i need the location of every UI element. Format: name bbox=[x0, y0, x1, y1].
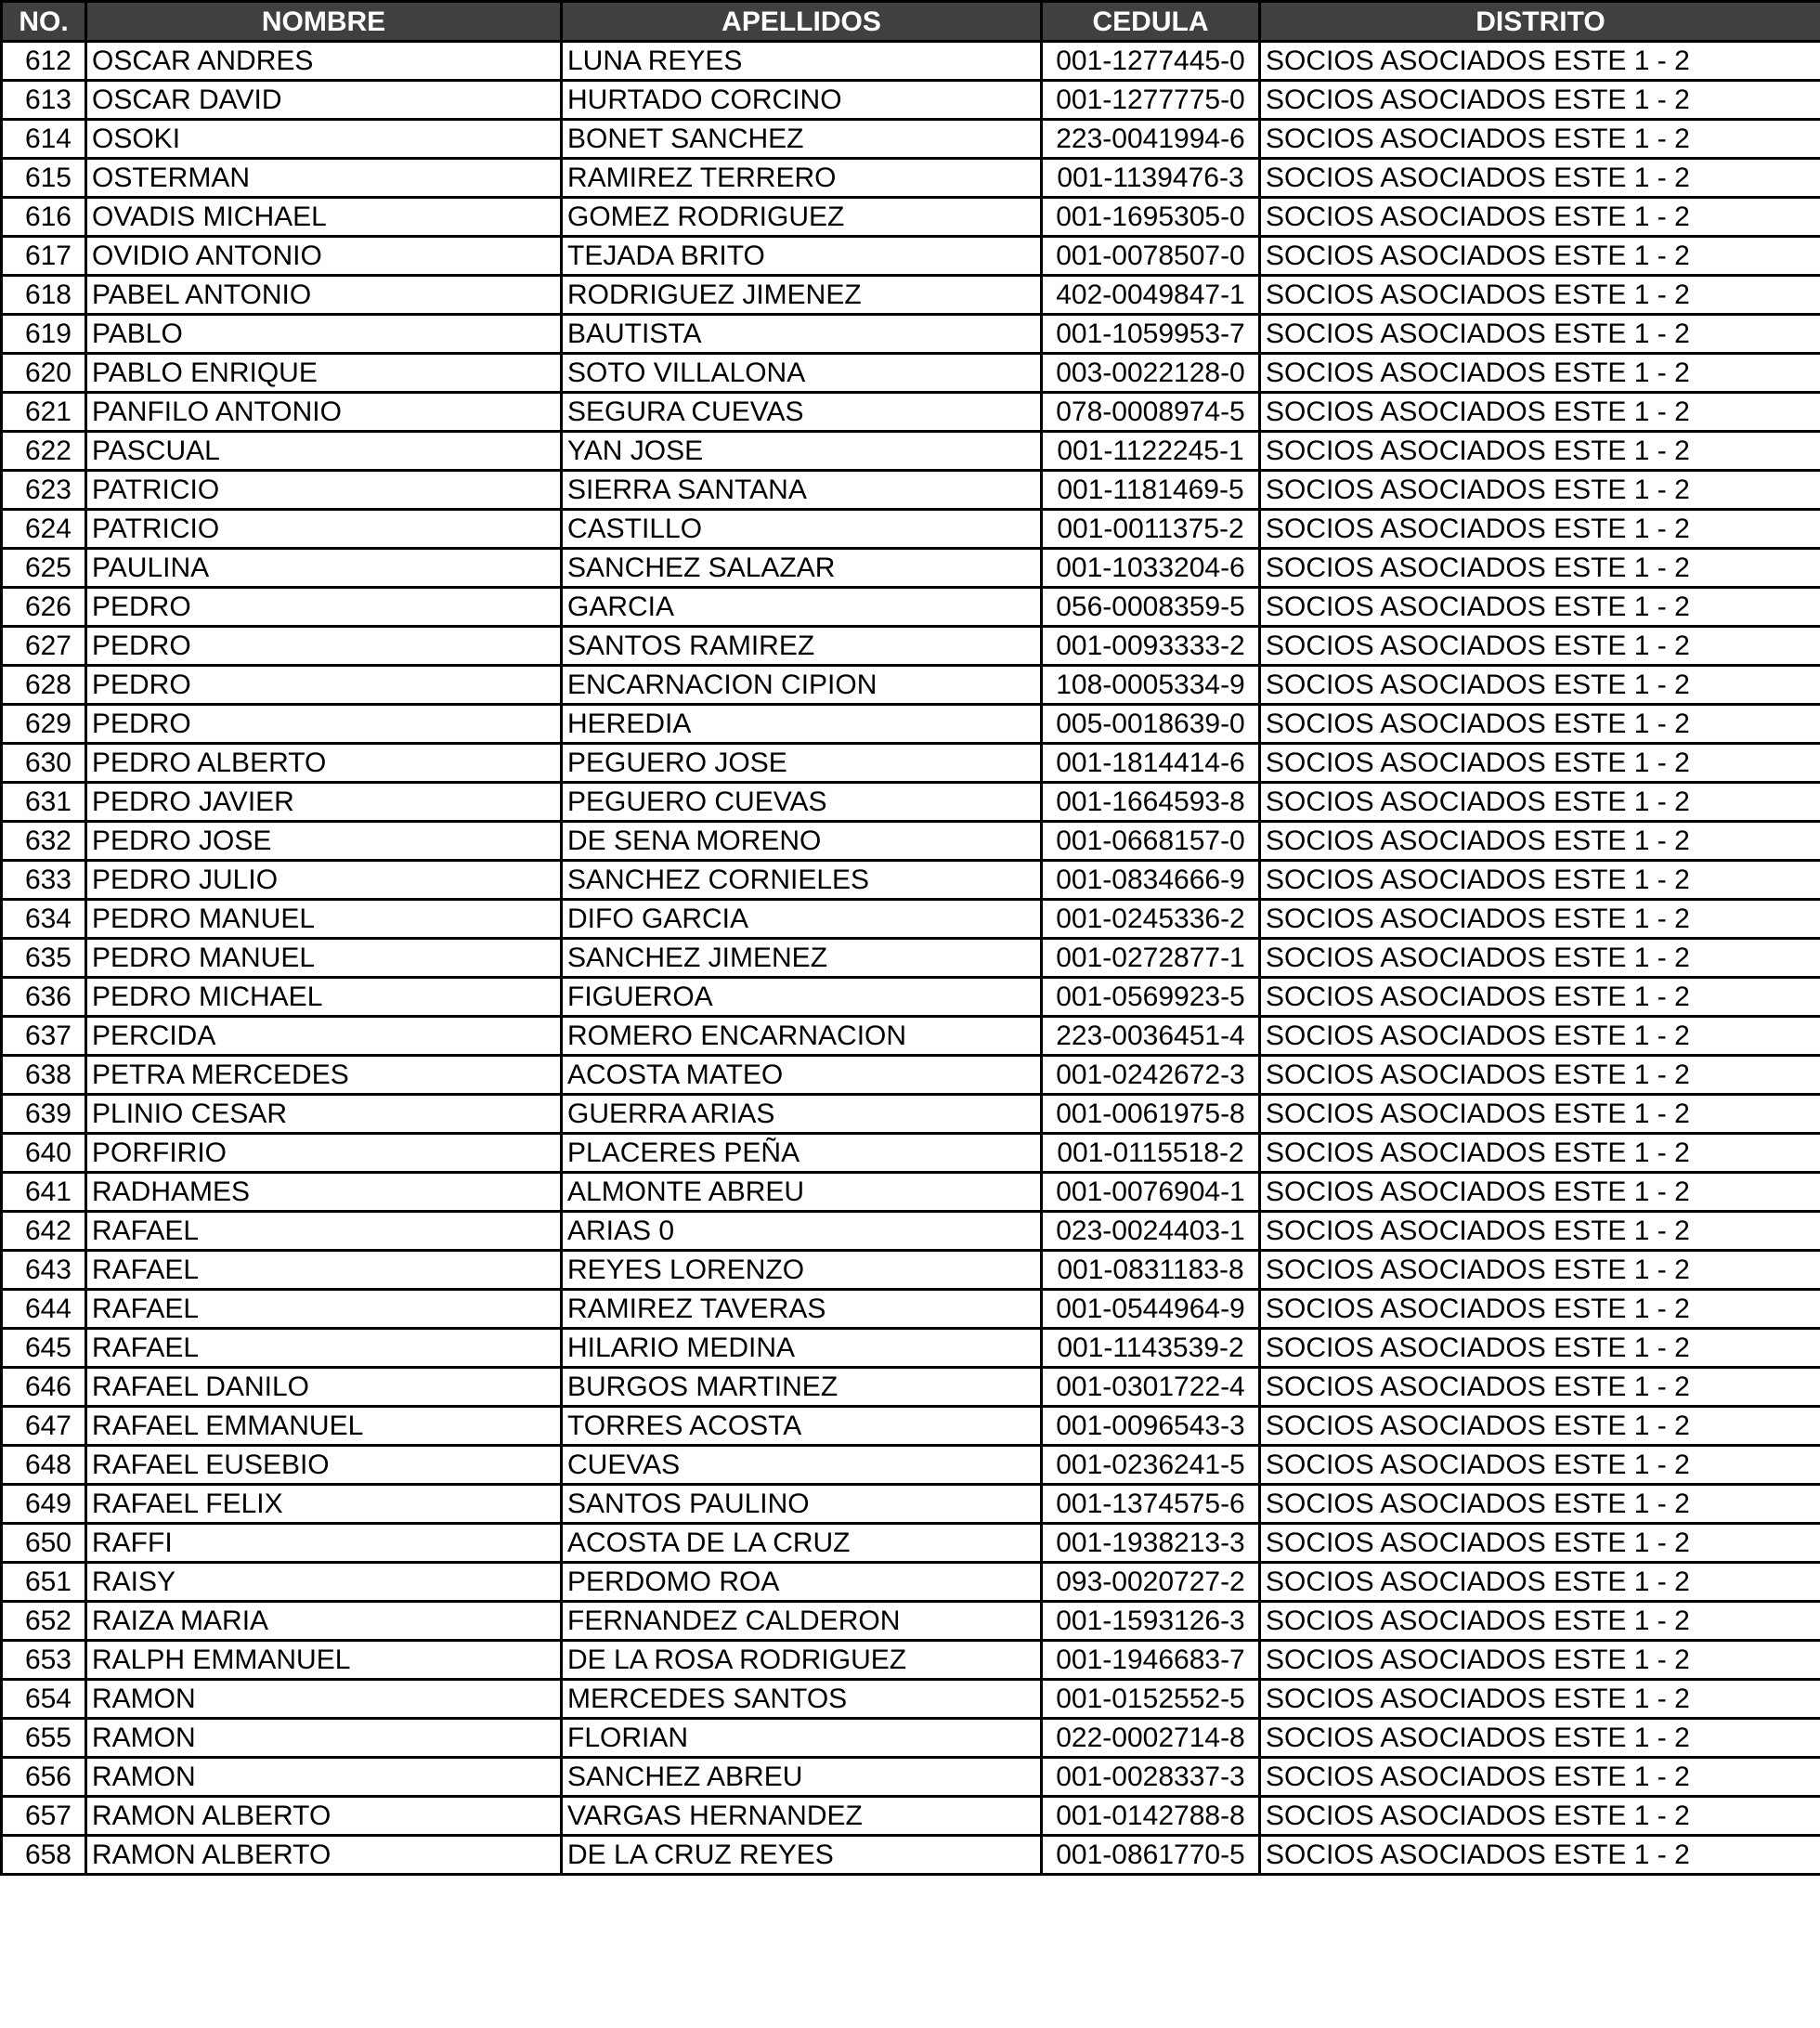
cell-nombre: RAFFI bbox=[86, 1524, 562, 1563]
table-row bbox=[2, 978, 1820, 1017]
cell-distrito: SOCIOS ASOCIADOS ESTE 1 - 2 bbox=[1260, 120, 1820, 159]
table-row bbox=[2, 1524, 1820, 1563]
cell-cedula: 402-0049847-1 bbox=[1042, 276, 1260, 315]
cell-cedula: 223-0041994-6 bbox=[1042, 120, 1260, 159]
table-body bbox=[2, 42, 1820, 1875]
cell-apellidos: ALMONTE ABREU bbox=[562, 1173, 1042, 1212]
table-row bbox=[2, 705, 1820, 744]
table-row bbox=[2, 1836, 1820, 1875]
cell-distrito: SOCIOS ASOCIADOS ESTE 1 - 2 bbox=[1260, 1641, 1820, 1680]
cell-no: 621 bbox=[2, 393, 86, 432]
cell-apellidos: GARCIA bbox=[562, 588, 1042, 627]
cell-nombre: PEDRO bbox=[86, 666, 562, 705]
cell-nombre: PEDRO MANUEL bbox=[86, 900, 562, 939]
cell-distrito: SOCIOS ASOCIADOS ESTE 1 - 2 bbox=[1260, 432, 1820, 471]
cell-no: 647 bbox=[2, 1407, 86, 1446]
cell-distrito: SOCIOS ASOCIADOS ESTE 1 - 2 bbox=[1260, 1602, 1820, 1641]
cell-cedula: 001-0272877-1 bbox=[1042, 939, 1260, 978]
cell-apellidos: MERCEDES SANTOS bbox=[562, 1680, 1042, 1719]
cell-no: 613 bbox=[2, 81, 86, 120]
cell-distrito: SOCIOS ASOCIADOS ESTE 1 - 2 bbox=[1260, 198, 1820, 237]
cell-cedula: 056-0008359-5 bbox=[1042, 588, 1260, 627]
table-row bbox=[2, 666, 1820, 705]
cell-cedula: 001-0152552-5 bbox=[1042, 1680, 1260, 1719]
cell-nombre: PEDRO bbox=[86, 588, 562, 627]
cell-apellidos: FERNANDEZ CALDERON bbox=[562, 1602, 1042, 1641]
cell-no: 624 bbox=[2, 510, 86, 549]
cell-cedula: 001-0078507-0 bbox=[1042, 237, 1260, 276]
cell-no: 627 bbox=[2, 627, 86, 666]
table-row bbox=[2, 42, 1820, 81]
cell-nombre: PEDRO MICHAEL bbox=[86, 978, 562, 1017]
cell-no: 648 bbox=[2, 1446, 86, 1485]
cell-no: 614 bbox=[2, 120, 86, 159]
cell-apellidos: ARIAS 0 bbox=[562, 1212, 1042, 1251]
cell-no: 654 bbox=[2, 1680, 86, 1719]
table-row bbox=[2, 159, 1820, 198]
cell-no: 650 bbox=[2, 1524, 86, 1563]
cell-apellidos: SEGURA CUEVAS bbox=[562, 393, 1042, 432]
table-row bbox=[2, 276, 1820, 315]
cell-apellidos: PEGUERO CUEVAS bbox=[562, 783, 1042, 822]
cell-distrito: SOCIOS ASOCIADOS ESTE 1 - 2 bbox=[1260, 1680, 1820, 1719]
cell-apellidos: SANTOS PAULINO bbox=[562, 1485, 1042, 1524]
cell-distrito: SOCIOS ASOCIADOS ESTE 1 - 2 bbox=[1260, 666, 1820, 705]
cell-nombre: PAULINA bbox=[86, 549, 562, 588]
cell-cedula: 001-0834666-9 bbox=[1042, 861, 1260, 900]
table-row bbox=[2, 588, 1820, 627]
cell-no: 638 bbox=[2, 1056, 86, 1095]
cell-distrito: SOCIOS ASOCIADOS ESTE 1 - 2 bbox=[1260, 1173, 1820, 1212]
cell-nombre: PEDRO bbox=[86, 627, 562, 666]
cell-nombre: OSCAR ANDRES bbox=[86, 42, 562, 81]
cell-no: 641 bbox=[2, 1173, 86, 1212]
cell-cedula: 001-1033204-6 bbox=[1042, 549, 1260, 588]
cell-distrito: SOCIOS ASOCIADOS ESTE 1 - 2 bbox=[1260, 1368, 1820, 1407]
table-row bbox=[2, 432, 1820, 471]
cell-distrito: SOCIOS ASOCIADOS ESTE 1 - 2 bbox=[1260, 1290, 1820, 1329]
cell-nombre: RADHAMES bbox=[86, 1173, 562, 1212]
cell-apellidos: BAUTISTA bbox=[562, 315, 1042, 354]
cell-cedula: 001-1946683-7 bbox=[1042, 1641, 1260, 1680]
cell-distrito: SOCIOS ASOCIADOS ESTE 1 - 2 bbox=[1260, 822, 1820, 861]
cell-distrito: SOCIOS ASOCIADOS ESTE 1 - 2 bbox=[1260, 354, 1820, 393]
header-row bbox=[2, 2, 1820, 42]
table-row bbox=[2, 1758, 1820, 1797]
cell-distrito: SOCIOS ASOCIADOS ESTE 1 - 2 bbox=[1260, 1095, 1820, 1134]
cell-nombre: RAFAEL FELIX bbox=[86, 1485, 562, 1524]
table-row bbox=[2, 861, 1820, 900]
cell-nombre: RAFAEL bbox=[86, 1329, 562, 1368]
cell-distrito: SOCIOS ASOCIADOS ESTE 1 - 2 bbox=[1260, 1836, 1820, 1875]
cell-cedula: 001-0831183-8 bbox=[1042, 1251, 1260, 1290]
cell-distrito: SOCIOS ASOCIADOS ESTE 1 - 2 bbox=[1260, 627, 1820, 666]
cell-distrito: SOCIOS ASOCIADOS ESTE 1 - 2 bbox=[1260, 588, 1820, 627]
cell-nombre: PEDRO bbox=[86, 705, 562, 744]
cell-cedula: 001-1695305-0 bbox=[1042, 198, 1260, 237]
cell-no: 642 bbox=[2, 1212, 86, 1251]
cell-apellidos: REYES LORENZO bbox=[562, 1251, 1042, 1290]
cell-apellidos: DE LA ROSA RODRIGUEZ bbox=[562, 1641, 1042, 1680]
cell-nombre: RALPH EMMANUEL bbox=[86, 1641, 562, 1680]
cell-cedula: 001-1938213-3 bbox=[1042, 1524, 1260, 1563]
cell-cedula: 078-0008974-5 bbox=[1042, 393, 1260, 432]
cell-cedula: 223-0036451-4 bbox=[1042, 1017, 1260, 1056]
cell-no: 640 bbox=[2, 1134, 86, 1173]
cell-nombre: RAIZA MARIA bbox=[86, 1602, 562, 1641]
cell-cedula: 001-0245336-2 bbox=[1042, 900, 1260, 939]
cell-nombre: RAMON bbox=[86, 1680, 562, 1719]
cell-no: 636 bbox=[2, 978, 86, 1017]
cell-cedula: 001-0028337-3 bbox=[1042, 1758, 1260, 1797]
cell-no: 616 bbox=[2, 198, 86, 237]
cell-distrito: SOCIOS ASOCIADOS ESTE 1 - 2 bbox=[1260, 42, 1820, 81]
cell-nombre: RAFAEL EMMANUEL bbox=[86, 1407, 562, 1446]
cell-cedula: 001-0242672-3 bbox=[1042, 1056, 1260, 1095]
cell-no: 612 bbox=[2, 42, 86, 81]
cell-apellidos: VARGAS HERNANDEZ bbox=[562, 1797, 1042, 1836]
cell-apellidos: PLACERES PEÑA bbox=[562, 1134, 1042, 1173]
cell-no: 649 bbox=[2, 1485, 86, 1524]
cell-distrito: SOCIOS ASOCIADOS ESTE 1 - 2 bbox=[1260, 744, 1820, 783]
table-row bbox=[2, 393, 1820, 432]
cell-distrito: SOCIOS ASOCIADOS ESTE 1 - 2 bbox=[1260, 1797, 1820, 1836]
cell-cedula: 001-1593126-3 bbox=[1042, 1602, 1260, 1641]
cell-no: 625 bbox=[2, 549, 86, 588]
cell-nombre: PATRICIO bbox=[86, 510, 562, 549]
cell-cedula: 001-0861770-5 bbox=[1042, 1836, 1260, 1875]
table-row bbox=[2, 1797, 1820, 1836]
table-row bbox=[2, 549, 1820, 588]
cell-apellidos: FIGUEROA bbox=[562, 978, 1042, 1017]
cell-cedula: 001-0115518-2 bbox=[1042, 1134, 1260, 1173]
cell-nombre: PABLO bbox=[86, 315, 562, 354]
header-nombre: NOMBRE bbox=[86, 2, 562, 42]
cell-cedula: 001-1374575-6 bbox=[1042, 1485, 1260, 1524]
table-row bbox=[2, 471, 1820, 510]
table-row bbox=[2, 1719, 1820, 1758]
cell-distrito: SOCIOS ASOCIADOS ESTE 1 - 2 bbox=[1260, 1563, 1820, 1602]
cell-apellidos: FLORIAN bbox=[562, 1719, 1042, 1758]
cell-nombre: PATRICIO bbox=[86, 471, 562, 510]
table-row bbox=[2, 237, 1820, 276]
cell-apellidos: YAN JOSE bbox=[562, 432, 1042, 471]
cell-apellidos: PEGUERO JOSE bbox=[562, 744, 1042, 783]
cell-nombre: PETRA MERCEDES bbox=[86, 1056, 562, 1095]
cell-no: 631 bbox=[2, 783, 86, 822]
cell-apellidos: TEJADA BRITO bbox=[562, 237, 1042, 276]
cell-cedula: 001-1277445-0 bbox=[1042, 42, 1260, 81]
cell-apellidos: SANCHEZ JIMENEZ bbox=[562, 939, 1042, 978]
cell-apellidos: HEREDIA bbox=[562, 705, 1042, 744]
table-row bbox=[2, 354, 1820, 393]
cell-distrito: SOCIOS ASOCIADOS ESTE 1 - 2 bbox=[1260, 1056, 1820, 1095]
cell-cedula: 001-0236241-5 bbox=[1042, 1446, 1260, 1485]
cell-nombre: RAISY bbox=[86, 1563, 562, 1602]
cell-no: 622 bbox=[2, 432, 86, 471]
cell-apellidos: DIFO GARCIA bbox=[562, 900, 1042, 939]
table-row bbox=[2, 1368, 1820, 1407]
cell-distrito: SOCIOS ASOCIADOS ESTE 1 - 2 bbox=[1260, 861, 1820, 900]
cell-no: 623 bbox=[2, 471, 86, 510]
cell-apellidos: SANCHEZ SALAZAR bbox=[562, 549, 1042, 588]
cell-no: 634 bbox=[2, 900, 86, 939]
cell-nombre: OSTERMAN bbox=[86, 159, 562, 198]
cell-cedula: 001-1139476-3 bbox=[1042, 159, 1260, 198]
cell-nombre: OVADIS MICHAEL bbox=[86, 198, 562, 237]
table-row bbox=[2, 1251, 1820, 1290]
cell-nombre: RAFAEL bbox=[86, 1290, 562, 1329]
cell-no: 643 bbox=[2, 1251, 86, 1290]
cell-distrito: SOCIOS ASOCIADOS ESTE 1 - 2 bbox=[1260, 315, 1820, 354]
cell-distrito: SOCIOS ASOCIADOS ESTE 1 - 2 bbox=[1260, 549, 1820, 588]
cell-no: 620 bbox=[2, 354, 86, 393]
cell-no: 637 bbox=[2, 1017, 86, 1056]
cell-distrito: SOCIOS ASOCIADOS ESTE 1 - 2 bbox=[1260, 159, 1820, 198]
cell-distrito: SOCIOS ASOCIADOS ESTE 1 - 2 bbox=[1260, 1134, 1820, 1173]
table-row bbox=[2, 1407, 1820, 1446]
cell-apellidos: ACOSTA MATEO bbox=[562, 1056, 1042, 1095]
cell-cedula: 001-1664593-8 bbox=[1042, 783, 1260, 822]
table-row bbox=[2, 510, 1820, 549]
table-row bbox=[2, 1602, 1820, 1641]
table-header bbox=[2, 2, 1820, 42]
cell-apellidos: SANCHEZ CORNIELES bbox=[562, 861, 1042, 900]
cell-nombre: OSCAR DAVID bbox=[86, 81, 562, 120]
cell-no: 626 bbox=[2, 588, 86, 627]
cell-apellidos: BONET SANCHEZ bbox=[562, 120, 1042, 159]
cell-apellidos: TORRES ACOSTA bbox=[562, 1407, 1042, 1446]
cell-no: 657 bbox=[2, 1797, 86, 1836]
cell-nombre: OSOKI bbox=[86, 120, 562, 159]
table-row bbox=[2, 120, 1820, 159]
cell-no: 633 bbox=[2, 861, 86, 900]
cell-cedula: 001-0061975-8 bbox=[1042, 1095, 1260, 1134]
cell-no: 618 bbox=[2, 276, 86, 315]
cell-nombre: RAFAEL bbox=[86, 1212, 562, 1251]
cell-apellidos: RODRIGUEZ JIMENEZ bbox=[562, 276, 1042, 315]
cell-distrito: SOCIOS ASOCIADOS ESTE 1 - 2 bbox=[1260, 510, 1820, 549]
cell-cedula: 001-0301722-4 bbox=[1042, 1368, 1260, 1407]
cell-no: 615 bbox=[2, 159, 86, 198]
cell-nombre: OVIDIO ANTONIO bbox=[86, 237, 562, 276]
cell-no: 658 bbox=[2, 1836, 86, 1875]
header-cedula: CEDULA bbox=[1042, 2, 1260, 42]
table-row bbox=[2, 822, 1820, 861]
cell-cedula: 108-0005334-9 bbox=[1042, 666, 1260, 705]
cell-distrito: SOCIOS ASOCIADOS ESTE 1 - 2 bbox=[1260, 471, 1820, 510]
cell-no: 656 bbox=[2, 1758, 86, 1797]
cell-cedula: 003-0022128-0 bbox=[1042, 354, 1260, 393]
cell-no: 652 bbox=[2, 1602, 86, 1641]
cell-no: 646 bbox=[2, 1368, 86, 1407]
cell-apellidos: SOTO VILLALONA bbox=[562, 354, 1042, 393]
cell-nombre: RAMON bbox=[86, 1719, 562, 1758]
cell-nombre: PERCIDA bbox=[86, 1017, 562, 1056]
cell-apellidos: ROMERO ENCARNACION bbox=[562, 1017, 1042, 1056]
cell-apellidos: RAMIREZ TAVERAS bbox=[562, 1290, 1042, 1329]
table-row bbox=[2, 627, 1820, 666]
table-row bbox=[2, 1134, 1820, 1173]
cell-apellidos: HILARIO MEDINA bbox=[562, 1329, 1042, 1368]
table-row bbox=[2, 1563, 1820, 1602]
cell-apellidos: BURGOS MARTINEZ bbox=[562, 1368, 1042, 1407]
cell-no: 653 bbox=[2, 1641, 86, 1680]
cell-nombre: PEDRO MANUEL bbox=[86, 939, 562, 978]
cell-apellidos: SANTOS RAMIREZ bbox=[562, 627, 1042, 666]
cell-cedula: 001-0668157-0 bbox=[1042, 822, 1260, 861]
cell-distrito: SOCIOS ASOCIADOS ESTE 1 - 2 bbox=[1260, 393, 1820, 432]
table-row bbox=[2, 1680, 1820, 1719]
cell-nombre: PLINIO CESAR bbox=[86, 1095, 562, 1134]
cell-no: 617 bbox=[2, 237, 86, 276]
table-row bbox=[2, 1017, 1820, 1056]
cell-cedula: 001-0544964-9 bbox=[1042, 1290, 1260, 1329]
cell-no: 632 bbox=[2, 822, 86, 861]
cell-apellidos: GUERRA ARIAS bbox=[562, 1095, 1042, 1134]
cell-cedula: 001-1059953-7 bbox=[1042, 315, 1260, 354]
cell-distrito: SOCIOS ASOCIADOS ESTE 1 - 2 bbox=[1260, 978, 1820, 1017]
table-row bbox=[2, 198, 1820, 237]
cell-no: 629 bbox=[2, 705, 86, 744]
cell-cedula: 001-1181469-5 bbox=[1042, 471, 1260, 510]
table-row bbox=[2, 1212, 1820, 1251]
table-row bbox=[2, 1446, 1820, 1485]
cell-cedula: 001-0076904-1 bbox=[1042, 1173, 1260, 1212]
cell-distrito: SOCIOS ASOCIADOS ESTE 1 - 2 bbox=[1260, 1017, 1820, 1056]
cell-distrito: SOCIOS ASOCIADOS ESTE 1 - 2 bbox=[1260, 705, 1820, 744]
cell-distrito: SOCIOS ASOCIADOS ESTE 1 - 2 bbox=[1260, 783, 1820, 822]
cell-nombre: PEDRO JOSE bbox=[86, 822, 562, 861]
cell-cedula: 023-0024403-1 bbox=[1042, 1212, 1260, 1251]
cell-no: 635 bbox=[2, 939, 86, 978]
cell-distrito: SOCIOS ASOCIADOS ESTE 1 - 2 bbox=[1260, 237, 1820, 276]
cell-no: 619 bbox=[2, 315, 86, 354]
cell-distrito: SOCIOS ASOCIADOS ESTE 1 - 2 bbox=[1260, 1212, 1820, 1251]
cell-no: 651 bbox=[2, 1563, 86, 1602]
cell-nombre: PABEL ANTONIO bbox=[86, 276, 562, 315]
cell-distrito: SOCIOS ASOCIADOS ESTE 1 - 2 bbox=[1260, 81, 1820, 120]
cell-cedula: 001-1814414-6 bbox=[1042, 744, 1260, 783]
cell-nombre: PEDRO ALBERTO bbox=[86, 744, 562, 783]
cell-no: 630 bbox=[2, 744, 86, 783]
cell-nombre: PEDRO JULIO bbox=[86, 861, 562, 900]
header-no: NO. bbox=[2, 2, 86, 42]
cell-distrito: SOCIOS ASOCIADOS ESTE 1 - 2 bbox=[1260, 1524, 1820, 1563]
cell-distrito: SOCIOS ASOCIADOS ESTE 1 - 2 bbox=[1260, 1758, 1820, 1797]
cell-cedula: 093-0020727-2 bbox=[1042, 1563, 1260, 1602]
header-distrito: DISTRITO bbox=[1260, 2, 1820, 42]
table-row bbox=[2, 1329, 1820, 1368]
table-row bbox=[2, 315, 1820, 354]
cell-apellidos: LUNA REYES bbox=[562, 42, 1042, 81]
cell-distrito: SOCIOS ASOCIADOS ESTE 1 - 2 bbox=[1260, 1251, 1820, 1290]
table-row bbox=[2, 81, 1820, 120]
cell-apellidos: SANCHEZ ABREU bbox=[562, 1758, 1042, 1797]
cell-distrito: SOCIOS ASOCIADOS ESTE 1 - 2 bbox=[1260, 276, 1820, 315]
cell-no: 639 bbox=[2, 1095, 86, 1134]
table-row bbox=[2, 900, 1820, 939]
cell-apellidos: GOMEZ RODRIGUEZ bbox=[562, 198, 1042, 237]
cell-apellidos: ENCARNACION CIPION bbox=[562, 666, 1042, 705]
cell-cedula: 001-1277775-0 bbox=[1042, 81, 1260, 120]
cell-no: 655 bbox=[2, 1719, 86, 1758]
table-row bbox=[2, 783, 1820, 822]
cell-no: 644 bbox=[2, 1290, 86, 1329]
cell-nombre: PASCUAL bbox=[86, 432, 562, 471]
cell-cedula: 001-0096543-3 bbox=[1042, 1407, 1260, 1446]
cell-nombre: PANFILO ANTONIO bbox=[86, 393, 562, 432]
cell-apellidos: ACOSTA DE LA CRUZ bbox=[562, 1524, 1042, 1563]
cell-apellidos: CASTILLO bbox=[562, 510, 1042, 549]
table-row bbox=[2, 1641, 1820, 1680]
cell-nombre: RAFAEL EUSEBIO bbox=[86, 1446, 562, 1485]
cell-distrito: SOCIOS ASOCIADOS ESTE 1 - 2 bbox=[1260, 939, 1820, 978]
cell-no: 628 bbox=[2, 666, 86, 705]
table-row bbox=[2, 1095, 1820, 1134]
table-row bbox=[2, 1056, 1820, 1095]
cell-nombre: RAMON ALBERTO bbox=[86, 1797, 562, 1836]
cell-nombre: PEDRO JAVIER bbox=[86, 783, 562, 822]
cell-cedula: 001-0011375-2 bbox=[1042, 510, 1260, 549]
table-row bbox=[2, 744, 1820, 783]
cell-apellidos: CUEVAS bbox=[562, 1446, 1042, 1485]
cell-distrito: SOCIOS ASOCIADOS ESTE 1 - 2 bbox=[1260, 1719, 1820, 1758]
cell-distrito: SOCIOS ASOCIADOS ESTE 1 - 2 bbox=[1260, 900, 1820, 939]
cell-apellidos: RAMIREZ TERRERO bbox=[562, 159, 1042, 198]
cell-cedula: 001-0569923-5 bbox=[1042, 978, 1260, 1017]
cell-cedula: 005-0018639-0 bbox=[1042, 705, 1260, 744]
cell-nombre: RAMON bbox=[86, 1758, 562, 1797]
cell-cedula: 001-0142788-8 bbox=[1042, 1797, 1260, 1836]
table-row bbox=[2, 1173, 1820, 1212]
cell-apellidos: PERDOMO ROA bbox=[562, 1563, 1042, 1602]
cell-nombre: RAFAEL DANILO bbox=[86, 1368, 562, 1407]
cell-nombre: PORFIRIO bbox=[86, 1134, 562, 1173]
cell-apellidos: DE SENA MORENO bbox=[562, 822, 1042, 861]
cell-cedula: 001-1122245-1 bbox=[1042, 432, 1260, 471]
cell-cedula: 022-0002714-8 bbox=[1042, 1719, 1260, 1758]
table-row bbox=[2, 1485, 1820, 1524]
cell-nombre: RAFAEL bbox=[86, 1251, 562, 1290]
cell-apellidos: DE LA CRUZ REYES bbox=[562, 1836, 1042, 1875]
cell-cedula: 001-0093333-2 bbox=[1042, 627, 1260, 666]
cell-nombre: PABLO ENRIQUE bbox=[86, 354, 562, 393]
cell-no: 645 bbox=[2, 1329, 86, 1368]
cell-apellidos: SIERRA SANTANA bbox=[562, 471, 1042, 510]
table-row bbox=[2, 1290, 1820, 1329]
cell-distrito: SOCIOS ASOCIADOS ESTE 1 - 2 bbox=[1260, 1446, 1820, 1485]
cell-distrito: SOCIOS ASOCIADOS ESTE 1 - 2 bbox=[1260, 1329, 1820, 1368]
cell-apellidos: HURTADO CORCINO bbox=[562, 81, 1042, 120]
cell-distrito: SOCIOS ASOCIADOS ESTE 1 - 2 bbox=[1260, 1485, 1820, 1524]
cell-cedula: 001-1143539-2 bbox=[1042, 1329, 1260, 1368]
cell-nombre: RAMON ALBERTO bbox=[86, 1836, 562, 1875]
cell-distrito: SOCIOS ASOCIADOS ESTE 1 - 2 bbox=[1260, 1407, 1820, 1446]
header-apellidos: APELLIDOS bbox=[562, 2, 1042, 42]
table-row bbox=[2, 939, 1820, 978]
